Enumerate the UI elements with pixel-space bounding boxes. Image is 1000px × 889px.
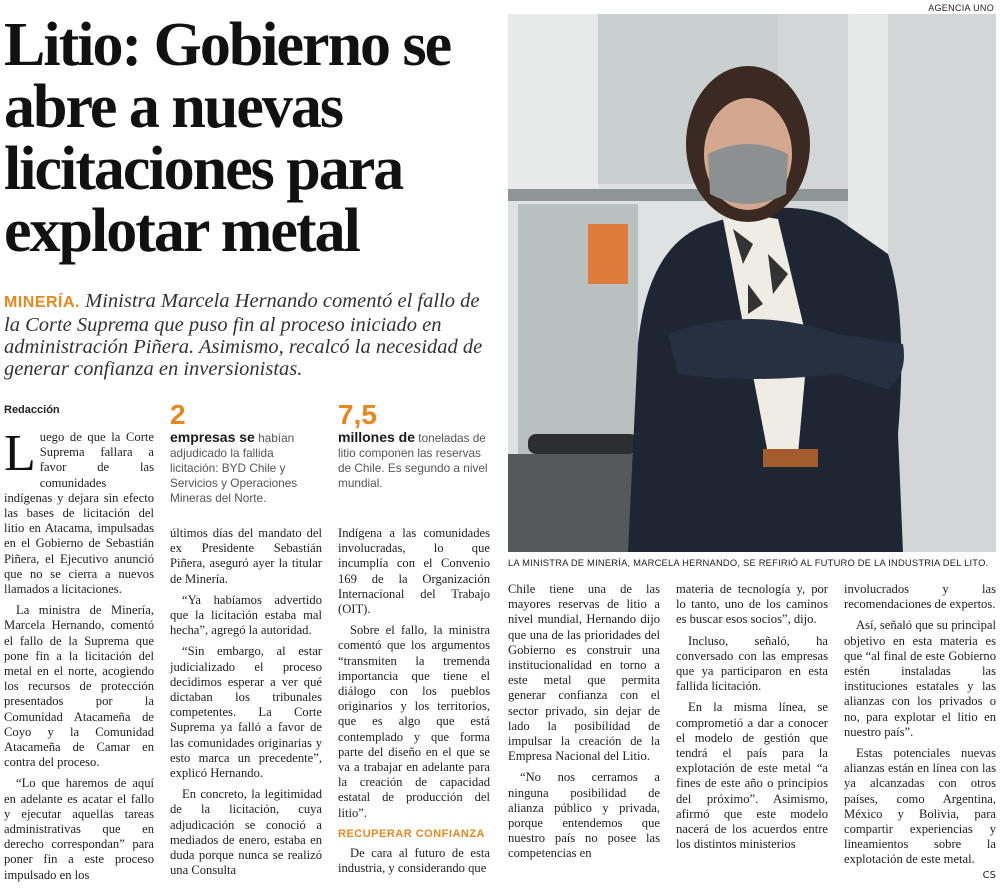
article-paragraph: “Lo que haremos de aquí en adelante es acatar el fallo y ejecutar aquellas tareas administrativas que en derecho correspondan” para poner fin a este proceso impulsado en los [4, 776, 154, 882]
photo-credit: AGENCIA UNO [928, 3, 994, 13]
article-paragraph: Chile tiene una de las mayores reservas de litio a nivel mundial, Hernando dijo que una de las prioridades del Gobierno es construir una institucionalidad en torno a este metal que permita generar confianza con el sector privado, sin dejar de lado la posibilidad de impulsar la creación de la Empresa Nacional del Litio. [508, 582, 660, 764]
end-mark-icon: CS [982, 869, 996, 881]
minister-portrait-image [508, 14, 996, 552]
stat-bold: millones de [338, 429, 416, 445]
article-photo [508, 14, 996, 552]
paragraph-text: uego de que la Corte Suprema fallara a favor de las comunidades indígenas y dejara sin efecto las bases de licitación del litio en Atacama, impulsadas en el Gobierno de Sebastián Piñera, el Ejecutivo anunció que no se cierra a nuevos llamados a licitaciones. [4, 430, 154, 597]
article-column-6 [844, 582, 996, 883]
article-column-3 [338, 526, 490, 882]
article-paragraph: materia de tecnología y, por lo tanto, uno de los caminos es buscar esos socios”, dijo. [676, 582, 828, 627]
lead-paragraph [4, 290, 499, 380]
article-column-1 [4, 425, 154, 889]
paragraph-text: Estas potenciales nuevas alianzas están en línea con las ya alcanzadas con otros países, como Argentina, México y Bolivia, para compartir experiencias y lineamientos sobre la explotación de este metal. [844, 746, 996, 867]
article-paragraph: Incluso, señaló, ha conversado con las empresas que ya participaron en esta fallida licitación. [676, 633, 828, 694]
stat-number: 7,5 [338, 399, 377, 430]
stat-text: habían adjudicado la fallida licitación: BYD Chile y Servicios y Operaciones Mineras del Norte. [170, 431, 298, 505]
photo-caption: LA MINISTRA DE MINERÍA, MARCELA HERNANDO, SE REFIRIÓ AL FUTURO DE LA INDUSTRIA DEL LITO. [508, 557, 989, 568]
article-column-2 [170, 526, 322, 884]
stat-box-2 [338, 400, 488, 491]
drop-cap: L [4, 425, 36, 482]
article-paragraph: Indígena a las comunidades involucradas, lo que incumplía con el Convenio 169 de la Organización Internacional del Trabajo (OIT). [338, 526, 490, 617]
byline: Redacción [4, 404, 60, 416]
stat-description [170, 430, 320, 506]
article-column-5 [676, 582, 828, 858]
headline: Litio: Gobierno se abre a nuevas licitaciones para explotar metal [4, 11, 451, 265]
article-paragraph: Sobre el fallo, la ministra comentó que los argumentos “transmiten la tremenda importancia que tiene el diálogo con los pueblos originarios y los territorios, que es algo que está contemplado y que forma parte del diseño en el que se va a trabajar en adelante para la creación de capacidad estatal de producción del litio”. [338, 623, 490, 820]
stat-text: toneladas de litio componen las reservas de Chile. Es segundo a nivel mundial. [338, 431, 488, 490]
article-paragraph: Así, señaló que su principal objetivo en esta materia es que “al final de este Gobierno estén instaladas las instituciones estatales y las alianzas con los privados o no, para explotar el litio en nuestro país”. [844, 618, 996, 739]
article-paragraph: involucrados y las recomendaciones de expertos. [844, 582, 996, 612]
article-paragraph: “Ya habíamos advertido que la licitación estaba mal hecha”, agregó la autoridad. [170, 592, 322, 638]
article-paragraph: En la misma línea, se comprometió a dar a conocer el modelo de gestión que tendrá el país para la explotación de este metal “a fines de este año o principios del próximo”. Asimismo, afirmó que este modelo nacerá de los acuerdos entre los distintos ministerios [676, 700, 828, 852]
section-subhead: RECUPERAR CONFIANZA [338, 827, 485, 840]
stat-description [338, 430, 488, 491]
article-paragraph: En concreto, la legitimidad de la licitación, cuya adjudicación se conoció a mediados de enero, estaba en duda porque nunca se realizó una Consulta [170, 787, 322, 878]
stat-number: 2 [170, 399, 186, 430]
lead-text: Ministra Marcela Hernando comentó el fallo de la Corte Suprema que puso fin al proceso iniciado en administración Piñera. Asimismo, recalcó la necesidad de generar confianza en inversionistas. [4, 290, 483, 380]
section-tag: MINERÍA. [4, 294, 80, 311]
article-paragraph [844, 746, 996, 881]
article-paragraph [4, 425, 154, 597]
article-paragraph: De cara al futuro de esta industria, y considerando que [338, 846, 490, 876]
stat-bold: empresas se [170, 429, 255, 445]
article-paragraph: La ministra de Minería, Marcela Hernando, comentó el fallo de la Suprema que pone fin a la licitación del metal en el norte, acogiendo los recursos de protección presentados por la Comunidad Atacameña de Coyo y la Comunidad Atacameña de Camar en contra del proceso. [4, 603, 154, 770]
article-paragraph: “Sin embargo, al estar judicializado el proceso decidimos esperar a ver qué dictaban los tribunales competentes. La Corte Suprema ya falló a favor de las comunidades originarias y esto marca un precedente”, explicó Hernando. [170, 644, 322, 781]
article-paragraph: últimos días del mandato del ex Presidente Sebastián Piñera, aseguró ayer la titular de Minería. [170, 526, 322, 586]
article-paragraph: “No nos cerramos a ninguna posibilidad de alianza público y privada, porque entendemos que nuestro país no posee las competencias en [508, 770, 660, 861]
article-column-4 [508, 582, 660, 868]
stat-box-1 [170, 400, 320, 506]
